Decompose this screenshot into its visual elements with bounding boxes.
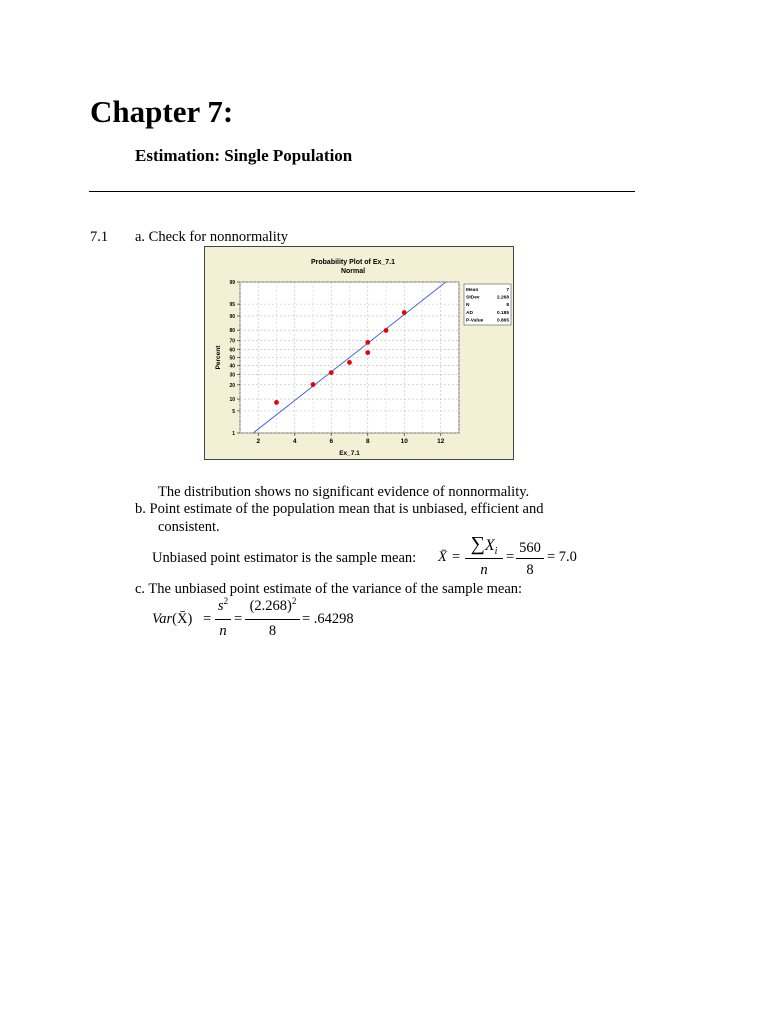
chart-subtitle: Normal [340, 268, 366, 275]
stdev-squared [244, 596, 302, 615]
y-tick-label: 80 [229, 328, 235, 335]
probability-plot-chart [205, 247, 515, 461]
problem-number: 7.1 [90, 229, 109, 245]
n-denominator: n [219, 623, 227, 639]
legend-value: 0.185 [496, 310, 509, 316]
y-tick-label: 99 [229, 280, 235, 286]
fraction-bar [215, 619, 231, 620]
mean-result: = 7.0 [547, 549, 577, 565]
y-tick-label: 5 [232, 408, 235, 415]
legend-label: P-Value [466, 318, 484, 324]
x-tick-label: 6 [329, 438, 334, 445]
sum-symbol: ∑ [470, 533, 485, 555]
sample-size: 8 [268, 623, 277, 639]
part-b-text-cont: consistent. [158, 519, 220, 535]
stdev-value: (2.268) [249, 597, 292, 614]
x-variable: X [484, 537, 495, 554]
equals-sign: = [452, 549, 461, 565]
y-tick-label: 40 [229, 363, 235, 370]
legend-label: StDev [466, 295, 480, 301]
data-point [365, 340, 370, 345]
i-subscript: i [494, 545, 498, 557]
data-point [329, 370, 334, 375]
n-value: 8 [526, 562, 534, 578]
s-variable: s [217, 597, 224, 614]
data-point [274, 400, 279, 405]
s-exponent: 2 [223, 596, 229, 606]
title-divider [89, 191, 635, 192]
part-b-text: b. Point estimate of the population mean that is unbiased, efficient and [135, 501, 544, 517]
var-function: Var [152, 611, 173, 627]
data-point [347, 360, 352, 365]
y-tick-label: 50 [229, 355, 235, 362]
x-axis-label: Ex_7.1 [339, 450, 360, 457]
x-tick-label: 10 [400, 438, 408, 445]
estimator-label: Unbiased point estimator is the sample mean: [152, 550, 417, 566]
equals-sign: = [506, 549, 515, 565]
y-tick-label: 20 [229, 382, 235, 389]
var-lhs [152, 611, 192, 628]
legend-value: 8 [506, 303, 509, 309]
data-point [402, 310, 407, 315]
equals-sign: = [203, 611, 212, 627]
legend-label: N [466, 303, 470, 309]
sum-value: 560 [519, 540, 541, 556]
legend-value: 0.865 [496, 318, 509, 324]
legend-label: AD [466, 310, 473, 316]
chapter-title: Chapter 7: [90, 94, 234, 129]
conclusion-text: The distribution shows no significant evidence of nonnormality. [158, 484, 530, 500]
legend-value: 2.268 [496, 295, 509, 301]
fraction-bar [465, 558, 503, 559]
n-denominator: n [480, 562, 488, 578]
y-axis-label: Percent [215, 345, 222, 370]
y-tick-label: 95 [229, 302, 235, 309]
var-argument: (X̄) [172, 611, 193, 627]
y-tick-label: 1 [232, 431, 235, 437]
legend-label: Mean [466, 288, 479, 293]
stdev-exponent: 2 [291, 596, 297, 606]
x-tick-label: 12 [437, 438, 445, 445]
y-tick-label: 10 [229, 397, 235, 404]
variance-result: = .64298 [302, 611, 354, 627]
legend-value: 7 [506, 288, 509, 293]
x-tick-label: 2 [256, 438, 261, 445]
fraction-bar [516, 558, 544, 559]
chapter-subtitle: Estimation: Single Population [135, 146, 353, 165]
part-a-text: a. Check for nonnormality [135, 229, 289, 245]
y-tick-label: 90 [229, 313, 235, 320]
equals-sign: = [234, 611, 243, 627]
data-point [311, 382, 316, 387]
x-tick-label: 4 [292, 438, 297, 445]
x-tick-label: 8 [365, 438, 370, 445]
y-tick-label: 70 [229, 338, 235, 345]
y-tick-label: 60 [229, 347, 235, 354]
probability-plot-figure [204, 246, 514, 460]
s-squared [214, 596, 232, 615]
chart-title: Probability Plot of Ex_7.1 [310, 259, 396, 266]
fraction-bar [245, 619, 300, 620]
data-point [365, 350, 370, 355]
data-point [384, 328, 389, 333]
sum-numerator [464, 533, 504, 557]
y-tick-label: 30 [229, 372, 235, 379]
part-c-text: c. The unbiased point estimate of the variance of the sample mean: [135, 581, 523, 597]
xbar-symbol: X̄ [438, 549, 447, 565]
